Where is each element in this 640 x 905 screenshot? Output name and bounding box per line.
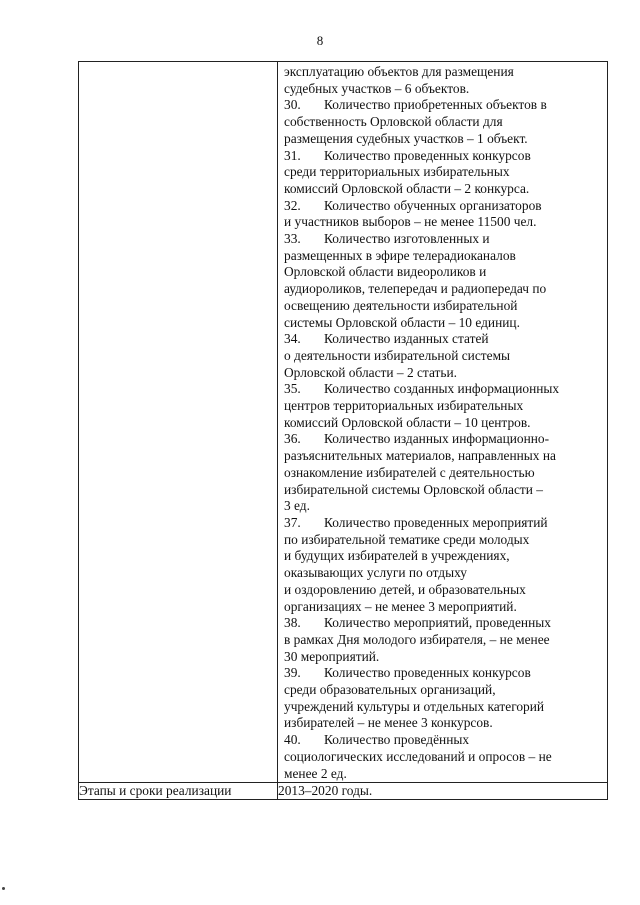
list-item-line: комиссий Орловской области – 10 центров. <box>284 414 531 430</box>
list-item-first-line <box>284 515 603 532</box>
list-item-first-line <box>284 231 603 248</box>
page-number: 8 <box>316 33 324 48</box>
scan-speck <box>2 887 5 890</box>
list-item-first-line <box>284 331 603 348</box>
list-item-first-line <box>284 665 603 682</box>
list-item-text: Количество проведённых <box>324 732 470 748</box>
list-item-number: 33. <box>284 231 301 247</box>
list-item-number: 40. <box>284 732 301 748</box>
list-item-line: ознакомление избирателей с деятельностью <box>284 464 535 480</box>
list-item-first-line <box>284 97 603 114</box>
list-item-line: организациях – не менее 3 мероприятий. <box>284 598 517 614</box>
list-item-first-line <box>284 381 603 398</box>
list-item-line: о деятельности избирательной системы <box>284 347 511 363</box>
list-item-number: 30. <box>284 97 301 113</box>
list-item-first-line <box>284 148 603 165</box>
list-item-first-line <box>284 198 603 215</box>
table-row-indicators <box>79 62 608 783</box>
list-item-line: социологических исследований и опросов – не <box>284 748 552 764</box>
continued-line: эксплуатацию объектов для размещения <box>284 64 514 79</box>
list-item-line: избирательной системы Орловской области – <box>284 481 543 497</box>
list-item-number: 39. <box>284 665 301 681</box>
list-item-line: в рамках Дня молодого избирателя, – не менее <box>284 631 550 647</box>
list-item-text: Количество приобретенных объектов в <box>324 97 547 113</box>
indicators-cell <box>278 62 608 783</box>
indicators-list <box>278 62 607 782</box>
list-item-first-line <box>284 615 603 632</box>
program-table <box>78 61 608 800</box>
list-item-line: и оздоровлению детей, и образовательных <box>284 581 526 597</box>
list-item-text: Количество изданных информационно- <box>324 431 550 447</box>
list-item-line: аудиороликов, телепередач и радиопередач по <box>284 281 547 297</box>
list-item-first-line <box>284 431 603 448</box>
list-item-line: размещения судебных участков – 1 объект. <box>284 130 528 146</box>
list-item-line: оказывающих услуги по отдыху <box>284 565 467 581</box>
list-item-line: 3 ед. <box>284 498 310 514</box>
stages-label: Этапы и сроки реализации <box>79 783 278 800</box>
list-item-line: системы Орловской области – 10 единиц. <box>284 314 520 330</box>
list-item-line: центров территориальных избирательных <box>284 398 524 414</box>
list-item-line: и будущих избирателей в учреждениях, <box>284 548 510 564</box>
list-item-line: менее 2 ед. <box>284 765 347 781</box>
list-item-text: Количество изданных статей <box>324 331 489 347</box>
list-item-line: по избирательной тематике среди молодых <box>284 531 530 547</box>
list-item-line: среди образовательных организаций, <box>284 682 496 698</box>
list-item-number: 31. <box>284 147 301 163</box>
list-item-line: Орловской области видеороликов и <box>284 264 487 280</box>
list-item-line: собственность Орловской области для <box>284 114 503 130</box>
list-item-number: 32. <box>284 197 301 213</box>
continued-line: судебных участков – 6 объектов. <box>284 80 470 96</box>
stages-value: 2013–2020 годы. <box>278 783 608 800</box>
list-item-text: Количество мероприятий, проведенных <box>324 615 551 631</box>
list-item-line: комиссий Орловской области – 2 конкурса. <box>284 180 530 196</box>
list-item-number: 36. <box>284 431 301 447</box>
list-item-first-line <box>284 732 603 749</box>
list-item-line: Орловской области – 2 статьи. <box>284 364 458 380</box>
list-item-line: среди территориальных избирательных <box>284 164 510 180</box>
list-item-line: учреждений культуры и отдельных категорий <box>284 698 545 714</box>
list-item-line: разъяснительных материалов, направленных на <box>284 448 556 464</box>
list-item-text: Количество проведенных конкурсов <box>324 147 531 163</box>
list-item-text: Количество созданных информационных <box>324 381 560 397</box>
list-item-line: избирателей – не менее 3 конкурсов. <box>284 715 493 731</box>
list-item-line: и участников выборов – не менее 11500 чел. <box>284 214 537 230</box>
list-item-text: Количество проведенных мероприятий <box>324 514 548 530</box>
list-item-line: 30 мероприятий. <box>284 648 380 664</box>
list-item-text: Количество проведенных конкурсов <box>324 665 531 681</box>
list-item-number: 34. <box>284 331 301 347</box>
list-item-number: 35. <box>284 381 301 397</box>
list-item-text: Количество изготовленных и <box>324 231 490 247</box>
list-item-line: размещенных в эфире телерадиоканалов <box>284 247 516 263</box>
list-item-number: 37. <box>284 514 301 530</box>
list-item-number: 38. <box>284 615 301 631</box>
list-item-line: освещению деятельности избирательной <box>284 297 518 313</box>
list-item-text: Количество обученных организаторов <box>324 197 542 213</box>
table-row-stages <box>79 783 608 800</box>
left-cell-empty <box>79 62 278 783</box>
